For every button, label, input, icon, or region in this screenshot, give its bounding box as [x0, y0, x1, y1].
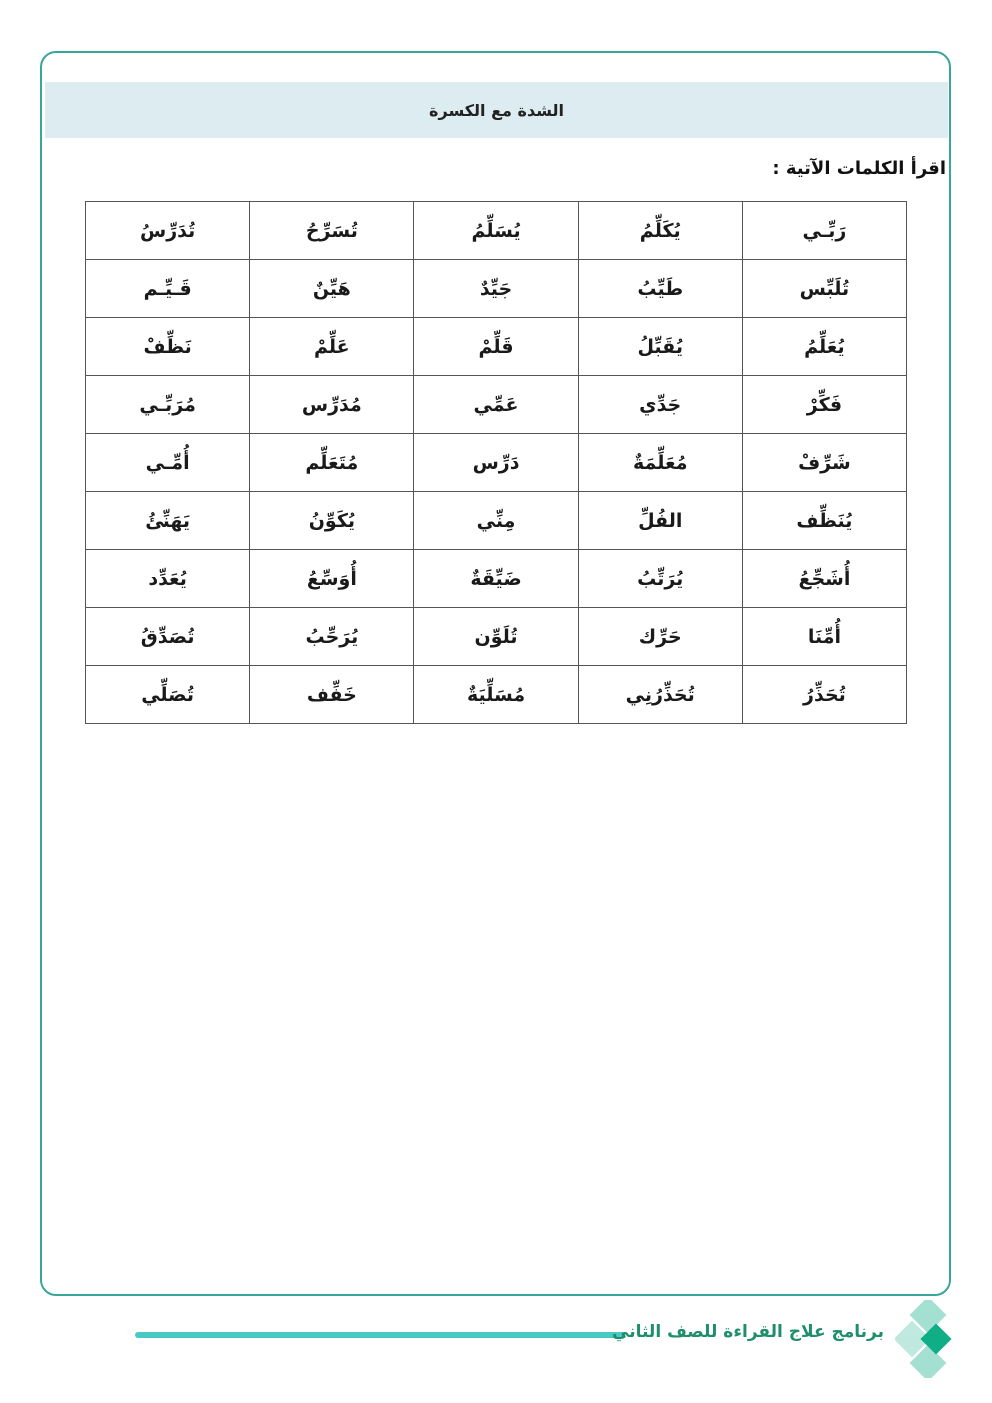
title-band	[45, 82, 948, 138]
word-cell: مُدَرِّس	[250, 376, 414, 434]
table-row	[86, 550, 907, 608]
table-row	[86, 666, 907, 724]
word-cell: أُمِّنَا	[742, 608, 906, 666]
word-cell: تُصَلِّي	[86, 666, 250, 724]
word-cell: يُسَلِّمُ	[414, 202, 578, 260]
word-cell: أُمِّـي	[86, 434, 250, 492]
table-row	[86, 608, 907, 666]
word-cell: شَرِّفْ	[742, 434, 906, 492]
footer-program-title: برنامج علاج القراءة للصف الثاني	[612, 1322, 884, 1342]
word-cell: مُرَبِّـي	[86, 376, 250, 434]
table-row	[86, 202, 907, 260]
word-cell: عَمِّي	[414, 376, 578, 434]
word-cell: يُكَلِّمُ	[578, 202, 742, 260]
word-cell: رَبِّـي	[742, 202, 906, 260]
word-cell: ضَيِّقَةٌ	[414, 550, 578, 608]
word-cell: تُسَرِّحُ	[250, 202, 414, 260]
word-cell: تُحَذِّرُنِي	[578, 666, 742, 724]
footer-bar	[135, 1332, 625, 1338]
word-cell: تُلَوِّن	[414, 608, 578, 666]
word-cell: مُتَعَلِّم	[250, 434, 414, 492]
word-cell: حَرِّك	[578, 608, 742, 666]
word-cell: يُقَبِّلُ	[578, 318, 742, 376]
word-cell: مُسَلِّيَةٌ	[414, 666, 578, 724]
word-cell: عَلِّمْ	[250, 318, 414, 376]
word-cell: تُحَذِّرُ	[742, 666, 906, 724]
word-cell: أُشَجِّعُ	[742, 550, 906, 608]
word-cell: يُرَتِّبُ	[578, 550, 742, 608]
diamond-logo-icon	[895, 1300, 961, 1378]
word-cell: طَيِّبُ	[578, 260, 742, 318]
table-row	[86, 376, 907, 434]
word-cell: هَيِّنٌ	[250, 260, 414, 318]
instruction-text: اقرأ الكلمات الآتية :	[772, 158, 946, 179]
word-cell: يُعَلِّمُ	[742, 318, 906, 376]
word-cell: مِنِّي	[414, 492, 578, 550]
word-cell: تُلَبِّس	[742, 260, 906, 318]
table-row	[86, 492, 907, 550]
table-row	[86, 434, 907, 492]
word-cell: دَرِّس	[414, 434, 578, 492]
word-cell: خَفِّف	[250, 666, 414, 724]
publisher-logo	[30, 1310, 130, 1374]
word-cell: مُعَلِّمَةٌ	[578, 434, 742, 492]
word-cell: يَهَنِّئُ	[86, 492, 250, 550]
page-title: الشدة مع الكسرة	[429, 100, 564, 120]
word-cell: الفُلِّ	[578, 492, 742, 550]
words-table	[85, 201, 907, 724]
word-cell: جَيِّدٌ	[414, 260, 578, 318]
table-row	[86, 318, 907, 376]
word-cell: تُصَدِّقُ	[86, 608, 250, 666]
word-cell: تُدَرِّسُ	[86, 202, 250, 260]
table-row	[86, 260, 907, 318]
word-cell: يُكَوِّنُ	[250, 492, 414, 550]
word-cell: جَدِّي	[578, 376, 742, 434]
word-cell: أُوَسِّعُ	[250, 550, 414, 608]
word-cell: يُرَحِّبُ	[250, 608, 414, 666]
word-cell: قَلِّمْ	[414, 318, 578, 376]
word-cell: نَظِّفْ	[86, 318, 250, 376]
word-cell: يُعَدِّد	[86, 550, 250, 608]
word-cell: فَكِّرْ	[742, 376, 906, 434]
word-cell: يُنَظِّف	[742, 492, 906, 550]
word-cell: قَـيِّـم	[86, 260, 250, 318]
